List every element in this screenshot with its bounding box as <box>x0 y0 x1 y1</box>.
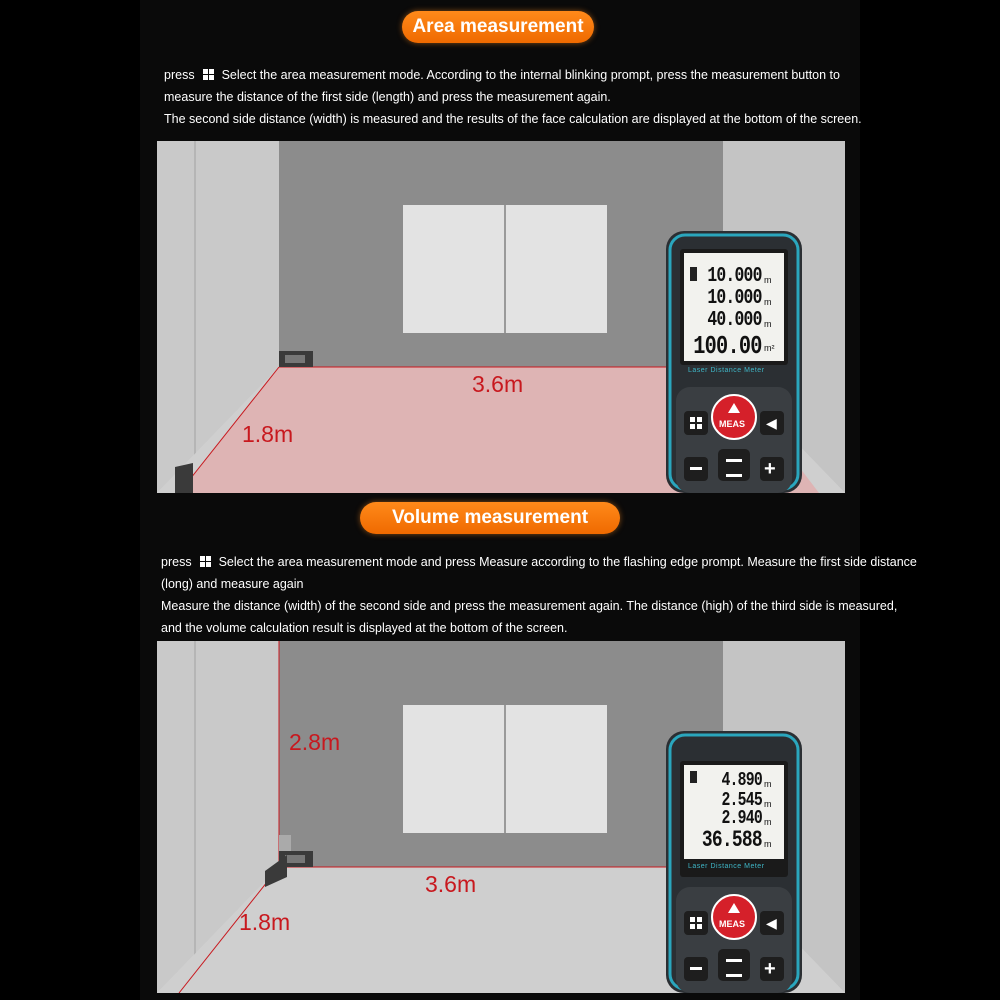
area-unit-2: m <box>764 297 772 307</box>
volume-unit-1: m <box>764 779 772 789</box>
area-desc-line-1: measure the distance of the first side (length) and press the measurement again. <box>164 90 611 104</box>
area-brand-text: Laser Distance Meter <box>688 367 765 374</box>
volume-meas-button[interactable]: MEAS <box>719 919 746 929</box>
volume-desc-line-3: and the volume calculation result is displayed at the bottom of the screen. <box>161 621 568 635</box>
area-reading-2: 10.000 <box>707 287 762 310</box>
area-title: Area measurement <box>412 16 584 37</box>
area-meas-button[interactable]: MEAS <box>719 419 746 429</box>
volume-title-badge <box>360 502 620 534</box>
laser-meter-icon <box>690 267 697 281</box>
meas-triangle-icon <box>728 403 740 413</box>
area-length-label: 3.6m <box>472 371 524 397</box>
area-desc-line-0: press Select the area measurement mode. According to the internal blinking prompt, press the measurement button to <box>164 68 840 82</box>
area-unit-1: m <box>764 275 772 285</box>
menu-icon[interactable] <box>726 459 742 477</box>
volume-desc-line-0: press Select the area measurement mode and press Measure according to the flashing edge prompt. Measure the first side distance <box>161 555 917 569</box>
volume-laser-meter-device <box>664 731 804 993</box>
volume-unit-result: m <box>764 839 772 849</box>
laser-meter-icon <box>690 771 697 783</box>
volume-desc-line-1: (long) and measure again <box>161 577 304 591</box>
minus-icon[interactable] <box>690 967 702 970</box>
menu-icon[interactable] <box>726 959 742 977</box>
volume-unit-2: m <box>764 799 772 809</box>
volume-desc-line-2: Measure the distance (width) of the second side and press the measurement again. The distance (high) of the third side is measured, <box>161 599 898 613</box>
volume-width-label: 1.8m <box>239 909 291 935</box>
grid-mode-icon <box>200 556 211 567</box>
area-reading-result: 100.00 <box>693 331 762 361</box>
grid-mode-icon <box>203 69 214 80</box>
volume-height-label: 2.8m <box>289 729 341 755</box>
area-title-badge <box>402 11 594 43</box>
volume-description <box>161 551 917 639</box>
volume-reading-3: 2.940 <box>721 807 762 829</box>
minus-icon[interactable] <box>690 467 702 470</box>
plus-icon[interactable]: + <box>764 458 776 480</box>
meas-triangle-icon <box>728 903 740 913</box>
area-unit-result: m² <box>764 343 775 353</box>
area-unit-3: m <box>764 319 772 329</box>
area-reading-3: 40.000 <box>707 309 762 332</box>
area-laser-meter-device <box>664 231 804 493</box>
plus-icon[interactable]: + <box>764 958 776 980</box>
volume-reading-result: 36.588 <box>702 827 762 853</box>
grid-mode-icon[interactable] <box>690 917 702 929</box>
area-description <box>164 64 862 130</box>
volume-length-label: 3.6m <box>425 871 477 897</box>
area-desc-line-2: The second side distance (width) is measured and the results of the face calculation are displayed at the bottom of the screen. <box>164 112 862 126</box>
volume-unit-3: m <box>764 817 772 827</box>
speaker-icon[interactable]: ◀ <box>766 415 777 431</box>
volume-title: Volume measurement <box>391 507 589 528</box>
grid-mode-icon[interactable] <box>690 417 702 429</box>
volume-reading-2: 2.545 <box>721 789 762 811</box>
area-reading-1: 10.000 <box>707 265 762 288</box>
speaker-icon[interactable]: ◀ <box>766 915 777 931</box>
volume-brand-text: Laser Distance Meter <box>688 863 765 870</box>
area-width-label: 1.8m <box>242 421 294 447</box>
volume-reading-1: 4.890 <box>721 769 762 791</box>
